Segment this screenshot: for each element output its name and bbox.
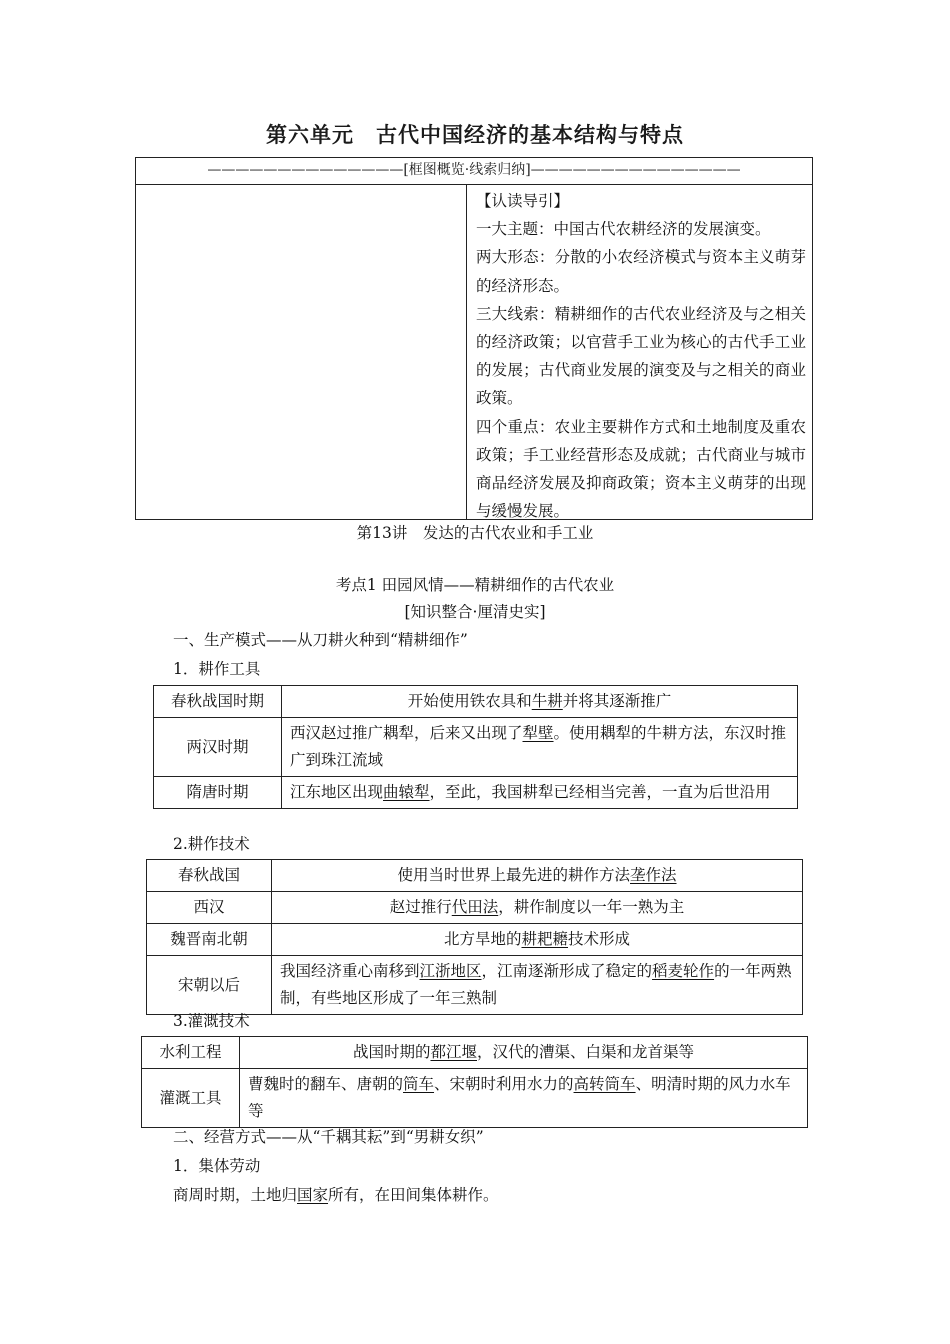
- kaodian-title: 考点1 田园风情——精耕细作的古代农业: [335, 576, 615, 594]
- frame-header: ——————————————[框图概览·线索归纳]———————————————: [136, 158, 812, 185]
- table-row: [142, 1037, 808, 1069]
- key-term: 代田法: [451, 898, 499, 916]
- guide-item: 四个重点：农业主要耕作方式和土地制度及重农政策；手工业经营形态及成就；古代商业与城市商品经济发展及抑商政策；资本主义萌芽的出现与缓慢发展。: [476, 417, 806, 521]
- content-cell: 战国时期的都江堰，汉代的漕渠、白渠和龙首渠等: [240, 1037, 808, 1069]
- irrigation-table: [141, 1036, 808, 1128]
- period-cell: 西汉: [147, 892, 272, 924]
- guide-item: 一大主题：中国古代农耕经济的发展演变。: [476, 220, 771, 239]
- table-row: [147, 956, 803, 1015]
- content-cell: 使用当时世界上最先进的耕作方法垄作法: [272, 860, 803, 892]
- page-title: 第六单元 古代中国经济的基本结构与特点: [266, 122, 684, 147]
- subsection-heading: 3.灌溉技术: [173, 1012, 250, 1030]
- guide-item: 三大线索：精耕细作的古代农业经济及与之相关的经济政策；以官营手工业为核心的古代手工业的发展；古代商业发展的演变及与之相关的商业政策。: [476, 304, 806, 408]
- subsection-heading: 1．耕作工具: [173, 660, 261, 678]
- techniques-table: [146, 859, 803, 1015]
- key-term: 稻麦轮作: [652, 962, 715, 980]
- frame-diagram-area: [136, 184, 467, 519]
- key-term: 高转筒车: [573, 1075, 636, 1093]
- period-cell: 春秋战国时期: [154, 686, 282, 718]
- section-heading: 二、经营方式——从“千耦其耘”到“男耕女织”: [173, 1128, 484, 1146]
- content-cell: 北方旱地的耕耙耱技术形成: [272, 924, 803, 956]
- category-cell: 灌溉工具: [142, 1069, 240, 1128]
- key-term: 耕耙耱: [521, 930, 568, 948]
- period-cell: 宋朝以后: [147, 956, 272, 1015]
- section-tag: [知识整合·厘清史实]: [404, 603, 546, 621]
- content-cell: 曹魏时的翻车、唐朝的筒车、宋朝时利用水力的高转筒车、明清时期的风力水车等: [240, 1069, 808, 1128]
- subsection-heading: 1．集体劳动: [173, 1157, 261, 1175]
- content-cell: 江东地区出现曲辕犁，至此，我国耕犁已经相当完善，一直为后世沿用: [282, 777, 798, 809]
- guide-title: 【认读导引】: [476, 192, 570, 210]
- table-row: [154, 777, 798, 809]
- period-cell: 两汉时期: [154, 718, 282, 777]
- guide-item: 两大形态：分散的小农经济模式与资本主义萌芽的经济形态。: [476, 248, 806, 295]
- content-cell: 西汉赵过推广耦犁，后来又出现了犁壁。使用耦犁的牛耕方法，东汉时推广到珠江流域: [282, 718, 798, 777]
- period-cell: 春秋战国: [147, 860, 272, 892]
- key-term: 都江堰: [430, 1043, 477, 1061]
- table-row: [154, 718, 798, 777]
- table-row: [142, 1069, 808, 1128]
- subsection-heading: 2.耕作技术: [173, 835, 250, 853]
- period-cell: 魏晋南北朝: [147, 924, 272, 956]
- key-term: 国家: [297, 1186, 329, 1204]
- section-heading: 一、生产模式——从刀耕火种到“精耕细作”: [173, 631, 468, 649]
- table-row: [147, 924, 803, 956]
- key-term: 江浙地区: [419, 962, 482, 980]
- period-cell: 隋唐时期: [154, 777, 282, 809]
- key-term: 犁壁: [522, 724, 554, 742]
- lecture-title: 第13讲 发达的古代农业和手工业: [356, 524, 594, 542]
- reading-guide: [476, 187, 806, 525]
- content-cell: 开始使用铁农具和牛耕并将其逐渐推广: [282, 686, 798, 718]
- key-term: 垄作法: [630, 866, 677, 884]
- tools-table: [153, 685, 798, 809]
- body-paragraph: 商周时期，土地归国家所有，在田间集体耕作。: [173, 1186, 499, 1204]
- category-cell: 水利工程: [142, 1037, 240, 1069]
- overview-frame: [135, 157, 813, 520]
- content-cell: 赵过推行代田法，耕作制度以一年一熟为主: [272, 892, 803, 924]
- table-row: [147, 892, 803, 924]
- key-term: 曲辕犁: [383, 783, 430, 801]
- key-term: 筒车: [403, 1075, 435, 1093]
- table-row: [154, 686, 798, 718]
- content-cell: 我国经济重心南移到江浙地区，江南逐渐形成了稳定的稻麦轮作的一年两熟制，有些地区形成了一年三熟制: [272, 956, 803, 1015]
- key-term: 牛耕: [531, 692, 563, 710]
- table-row: [147, 860, 803, 892]
